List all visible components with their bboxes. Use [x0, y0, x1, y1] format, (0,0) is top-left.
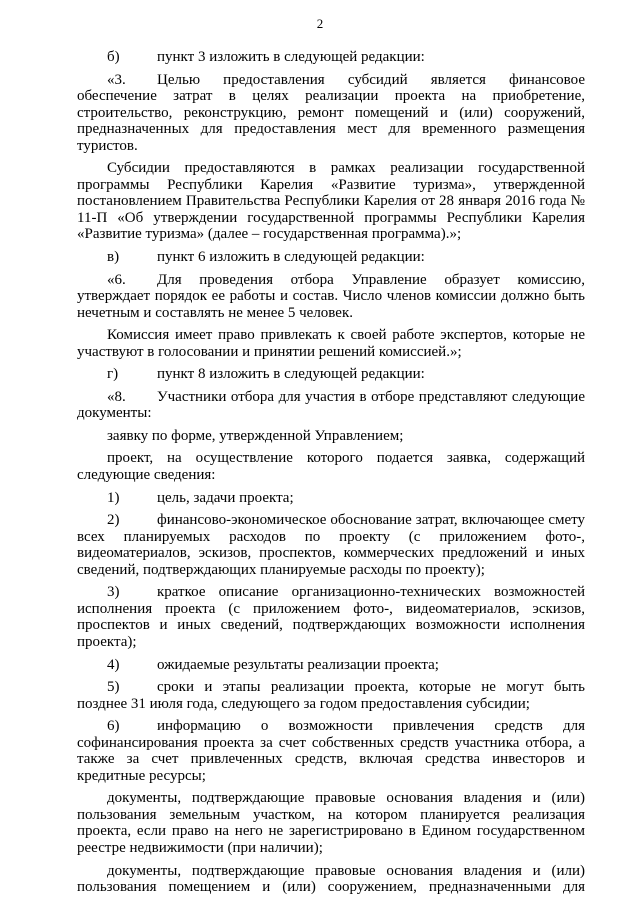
clause-3 — [77, 72, 585, 155]
list-marker: 2) — [107, 512, 120, 529]
paragraph-project: проект, на осуществление которого подается заявка, содержащий следующие сведения: — [77, 450, 585, 484]
list-marker: 1) — [107, 489, 120, 506]
amendment-v — [77, 249, 585, 266]
item-marker: б) — [107, 49, 120, 65]
list-text: ожидаемые результаты реализации проекта; — [157, 656, 439, 673]
item-marker: г) — [107, 366, 119, 383]
paragraph-premises-documents: документы, подтверждающие правовые основания владения и (или) пользования помещением и (или) сооружением, предназначенными для — [77, 862, 585, 896]
clause-8 — [77, 389, 585, 422]
item-text: пункт 6 изложить в следующей редакции: — [157, 249, 425, 266]
list-marker: 3) — [107, 584, 120, 601]
item-marker: в) — [107, 249, 120, 266]
clause-text: Целью предоставления субсидий является финансовое обеспечение затрат в целях реализации проекта на приобретение, строительство, реконструкцию, ремонт помещений и (или) сооружений, предназначенных для предоставления мест для временного размещения туристов. — [77, 71, 585, 154]
list-marker: 6) — [107, 718, 120, 735]
list-text: финансово-экономическое обоснование затрат, включающее смету всех планируемых расходов по проекту (с приложением фото-, видеоматериалов, эскизов, проспектов, коммерческих предложений и иных сведений, подтверждающих планируемые расходы по проекту); — [77, 512, 585, 578]
list-marker: 4) — [107, 656, 120, 673]
list-item-3 — [77, 584, 585, 650]
document-body — [77, 49, 585, 902]
clause-text: Участники отбора для участия в отборе представляют следующие документы: — [77, 388, 585, 422]
list-marker: 5) — [107, 679, 120, 696]
clause-6 — [77, 272, 585, 322]
list-item-4 — [77, 657, 585, 674]
list-item-1 — [77, 490, 585, 507]
clause-marker: «3. — [107, 71, 126, 88]
amendment-g — [77, 366, 585, 383]
list-item-6 — [77, 718, 585, 784]
clause-text: Для проведения отбора Управление образует комиссию, утверждает порядок ее работы и состав. Число членов комиссии должно быть нечетным и составлять не менее 5 человек. — [77, 271, 585, 321]
list-text: сроки и этапы реализации проекта, которые не могут быть позднее 31 июля года, следующего за годом предоставления субсидии; — [77, 679, 585, 712]
list-text: информацию о возможности привлечения средств для софинансирования проекта за счет собственных средств участника отбора, а также за счет привлеченных средств, включая средства инвесторов и кредитные ресурсы; — [77, 718, 585, 784]
amendment-b — [77, 49, 585, 66]
paragraph-application: заявку по форме, утвержденной Управлением; — [107, 427, 404, 444]
clause-marker: «6. — [107, 271, 126, 288]
item-text: пункт 3 изложить в следующей редакции: — [157, 49, 425, 65]
paragraph-commission: Комиссия имеет право привлекать к своей работе экспертов, которые не участвуют в голосовании и принятии решений комиссией.»; — [77, 327, 585, 360]
clause-marker: «8. — [107, 388, 126, 405]
list-item-2 — [77, 512, 585, 578]
page-number: 2 — [316, 16, 324, 31]
list-text: цель, задачи проекта; — [157, 489, 294, 506]
paragraph-subsidies: Субсидии предоставляются в рамках реализации государственной программы Республики Карелия «Развитие туризма», утвержденной постановлением Правительства Республики Карелия от 28 января 2016 года № 11-П «Об утверждении государственной программы Республики Карелия «Развитие туризма» (далее – государственная программа).»; — [77, 160, 585, 243]
paragraph-land-documents: документы, подтверждающие правовые основания владения и (или) пользования земельным участком, на котором планируется реализация проекта, если право на него не зарегистрировано в Едином государственном реестре недвижимости (при наличии); — [77, 790, 585, 856]
list-text: краткое описание организационно-технических возможностей исполнения проекта (с приложением фото-, видеоматериалов, эскизов, проспектов и иных сведений, подтверждающих возможности исполнения проекта); — [77, 584, 585, 650]
item-text: пункт 8 изложить в следующей редакции: — [157, 366, 425, 383]
list-item-5 — [77, 679, 585, 712]
